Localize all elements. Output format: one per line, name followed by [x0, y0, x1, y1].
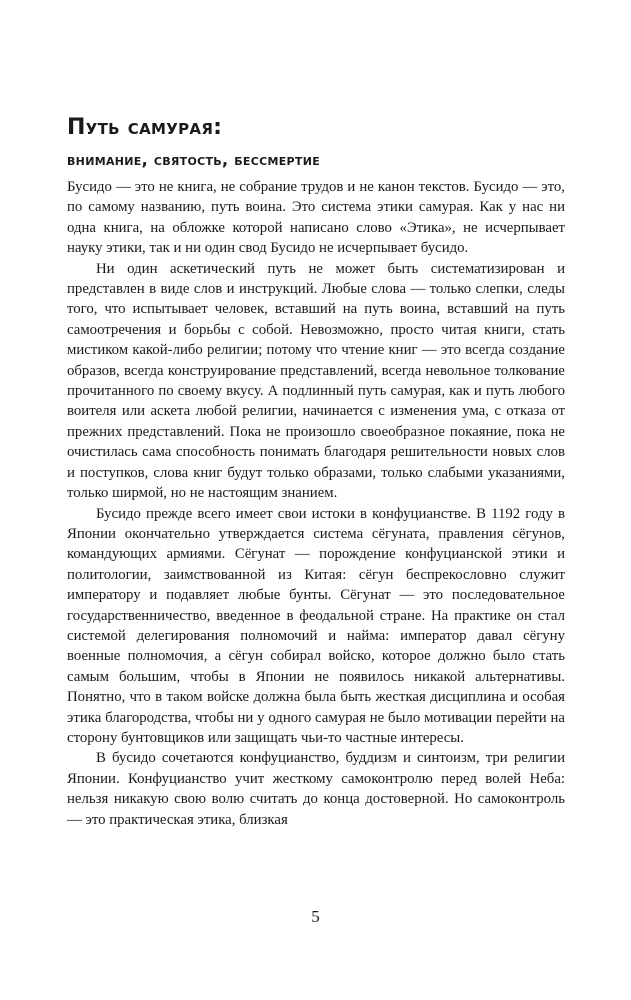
page-number: 5	[311, 907, 320, 926]
paragraph: В бусидо сочетаются конфуцианство, буддизм и синтоизм, три религии Японии. Конфуцианство учит жесткому самоконтролю перед волей Неба: нельзя никакую свою волю считать до конца достоверной. Но самоконтроль — это практическая этика, близкая	[67, 750, 565, 828]
chapter-title: Путь самурая:	[67, 115, 223, 140]
chapter-subtitle: внимание, святость, бессмертие	[67, 150, 321, 169]
paragraph: Бусидо прежде всего имеет свои истоки в конфуцианстве. В 1192 году в Японии окончательно утверждается система сёгуната, правления сёгунов, командующих армиями. Сёгунат — порождение конфуцианской этики и политологии, заимствованной из Китая: сёгун беспрекословно служит императору и подавляет любые бунты. Сёгунат — это последовательное государственничество, введенное в феодальной стране. На практике он стал системой делегирования полномочий и найма: император давал сёгуну военные полномочия, а сёгун собирал войско, которое должно было стать самым большим, чтобы в Японии не появилось никакой альтернативы. Понятно, что в таком войске должна была быть жесткая дисциплина и особая этика благородства, чтобы ни у одного самурая не было мотивации перейти на сторону бунтовщиков или защищать чьи-то частные интересы.	[67, 505, 565, 746]
chapter-heading	[67, 114, 567, 172]
body-text	[67, 177, 565, 830]
paragraph: Ни один аскетический путь не может быть систематизирован и представлен в виде слов и инструкций. Любые слова — только слепки, следы того, что испытывает человек, вставший на путь воина, вставший на путь самоотречения и борьбы с собой. Невозможно, просто читая книги, стать мистиком какой-либо религии; потому что чтение книг — это всегда создание образов, всегда конструирование представлений, всегда невольное толкование прочитанного по своему вкусу. А подлинный путь самурая, как и путь любого воителя или аскета любой религии, начинается с изменения ума, с отказа от прежних представлений. Пока не произошло своеобразное покаяние, пока не очистилась сама способность понимать благодаря решительности новых слов и поступков, слова книг будут только образами, только слабыми указаниями, только ширмой, но не настоящим знанием.	[67, 260, 565, 502]
paragraph: Бусидо — это не книга, не собрание трудов и не канон текстов. Бусидо — это, по самому названию, путь воина. Это система этики самурая. Как у нас ни одна книга, на обложке которой написано слово «Этика», не исчерпывает науку этики, так и ни один свод Бусидо не исчерпывает бусидо.	[67, 179, 565, 257]
